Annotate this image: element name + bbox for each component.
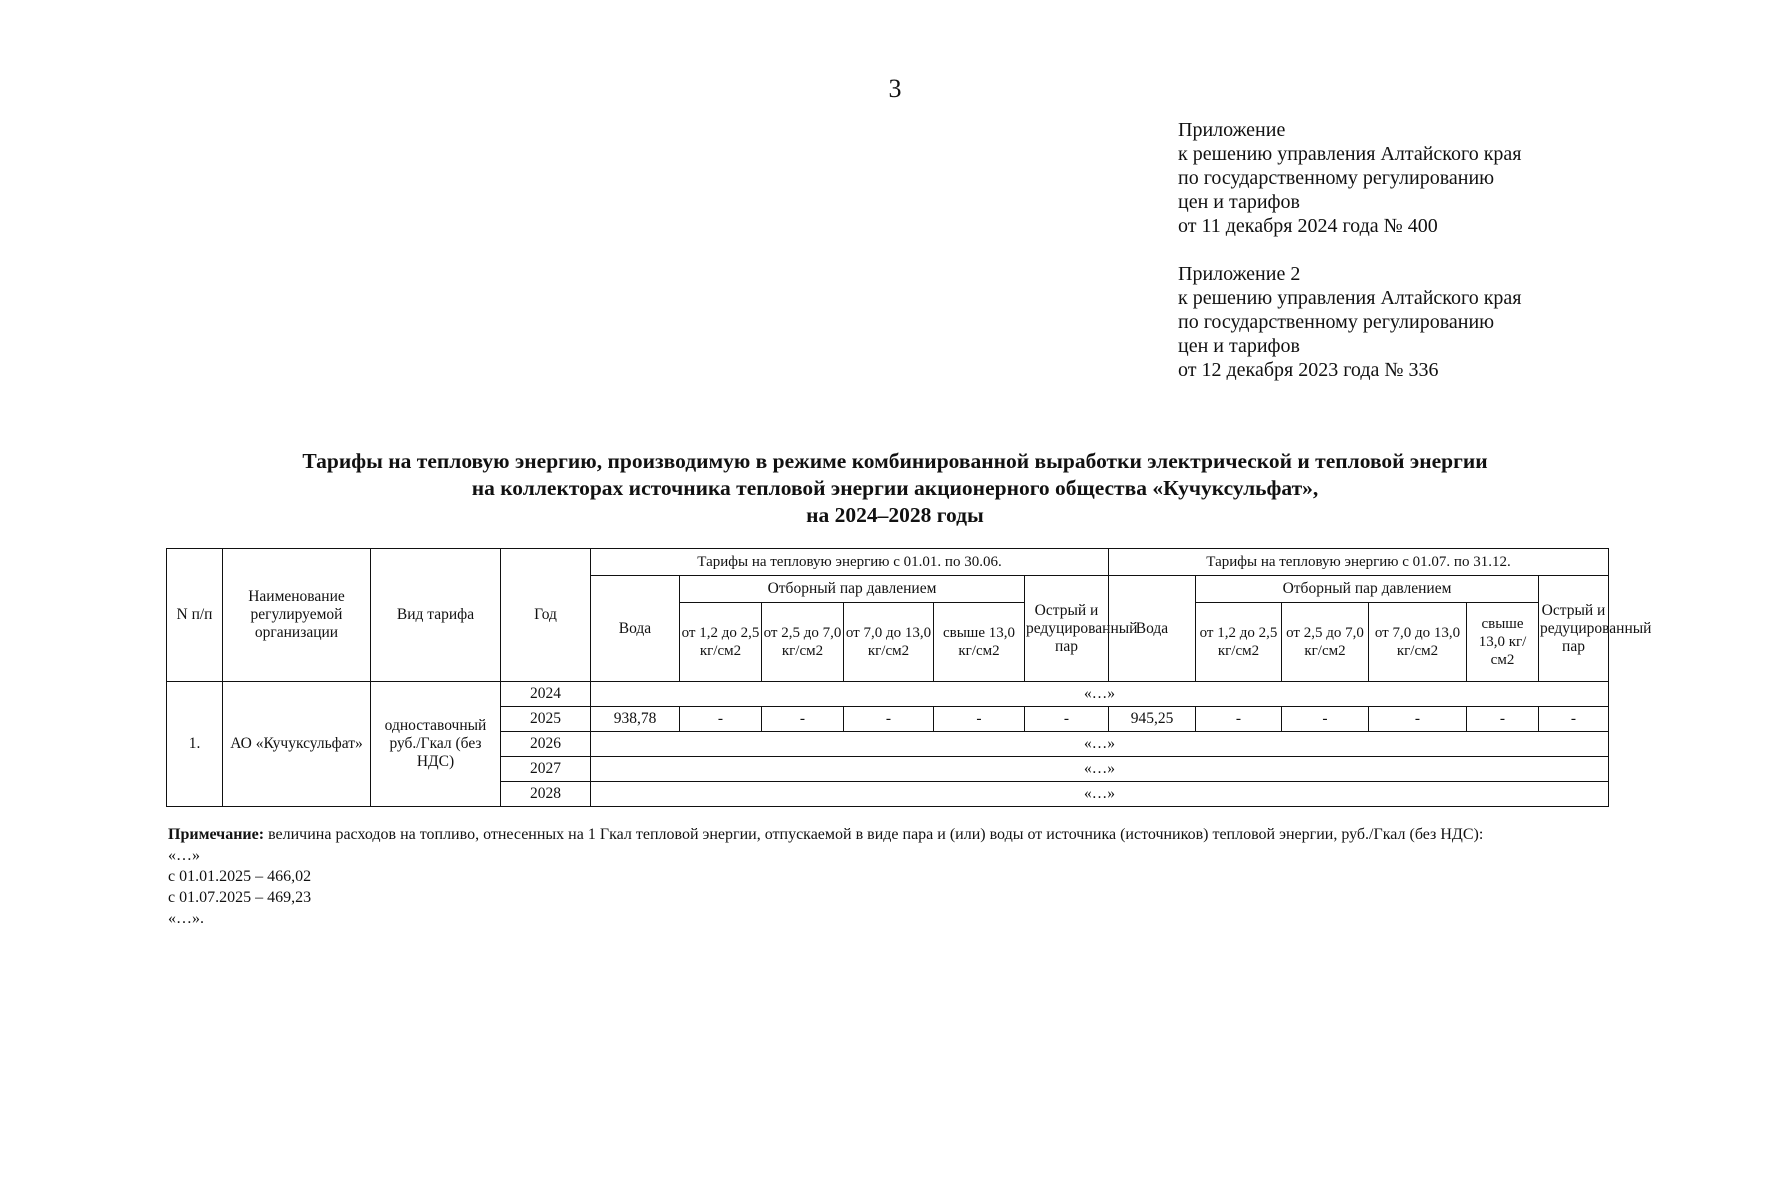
header-period-1: Тарифы на тепловую энергию с 01.01. по 30.06.: [591, 549, 1109, 576]
note-line: «…».: [168, 910, 204, 927]
annex-header-original: [1178, 262, 1522, 382]
header-range: от 7,0 до 13,0 кг/см2: [844, 603, 934, 682]
document-title: [160, 448, 1630, 529]
annex-line: Приложение 2: [1178, 263, 1301, 285]
page-number: 3: [888, 74, 902, 103]
cell-omitted: «…»: [591, 682, 1609, 707]
cell-year: 2028: [501, 782, 591, 807]
cell-tariff-type: одноставочный руб./Гкал (без НДС): [371, 682, 501, 807]
header-organization: Наименование регулируемой организации: [223, 549, 371, 682]
cell-year: 2027: [501, 757, 591, 782]
header-range: от 7,0 до 13,0 кг/см2: [1369, 603, 1467, 682]
cell-dash: -: [680, 707, 762, 732]
header-acute-steam-1: Острый и редуцированный пар: [1025, 576, 1109, 682]
cell-omitted: «…»: [591, 757, 1609, 782]
cell-dash: -: [1467, 707, 1539, 732]
header-range: от 2,5 до 7,0 кг/см2: [1282, 603, 1369, 682]
note-text: величина расходов на топливо, отнесенных на 1 Гкал тепловой энергии, отпускаемой в виде пара и (или) воды от источника (источников) тепловой энергии, руб./Гкал (без НДС):: [264, 826, 1484, 843]
annex-header-current: [1178, 118, 1522, 238]
cell-omitted: «…»: [591, 782, 1609, 807]
header-steam-group-1: Отборный пар давлением: [680, 576, 1025, 603]
cell-water-2: 945,25: [1109, 707, 1196, 732]
cell-organization: АО «Кучуксульфат»: [223, 682, 371, 807]
header-range: свыше 13,0 кг/см2: [1467, 603, 1539, 682]
header-num: N п/п: [167, 549, 223, 682]
cell-omitted: «…»: [591, 732, 1609, 757]
header-range: от 2,5 до 7,0 кг/см2: [762, 603, 844, 682]
header-range: от 1,2 до 2,5 кг/см2: [680, 603, 762, 682]
header-period-2: Тарифы на тепловую энергию с 01.07. по 31.12.: [1109, 549, 1609, 576]
cell-water-1: 938,78: [591, 707, 680, 732]
note-paragraph: [168, 824, 1618, 845]
note-line: с 01.01.2025 – 466,02: [168, 868, 312, 885]
title-line: Тарифы на тепловую энергию, производимую в режиме комбинированной выработки электрической и тепловой энергии: [302, 449, 1488, 473]
cell-dash: -: [1282, 707, 1369, 732]
header-steam-group-2: Отборный пар давлением: [1196, 576, 1539, 603]
title-line: на коллекторах источника тепловой энергии акционерного общества «Кучуксульфат»,: [471, 476, 1319, 500]
header-tariff-type: Вид тарифа: [371, 549, 501, 682]
annex-line: цен и тарифов: [1178, 191, 1300, 213]
note-label: Примечание:: [168, 826, 265, 843]
header-year: Год: [501, 549, 591, 682]
header-acute-steam-2: Острый и редуцированный пар: [1539, 576, 1609, 682]
annex-line: к решению управления Алтайского края: [1178, 287, 1522, 309]
cell-year: 2026: [501, 732, 591, 757]
table-note: [168, 824, 1618, 929]
cell-dash: -: [934, 707, 1025, 732]
header-range: свыше 13,0 кг/см2: [934, 603, 1025, 682]
annex-line: Приложение: [1178, 119, 1286, 141]
cell-dash: -: [1539, 707, 1609, 732]
annex-line: цен и тарифов: [1178, 335, 1300, 357]
annex-line: от 12 декабря 2023 года № 336: [1178, 359, 1439, 381]
note-line: «…»: [168, 847, 200, 864]
annex-line: по государственному регулированию: [1178, 167, 1495, 189]
cell-dash: -: [1025, 707, 1109, 732]
cell-dash: -: [1369, 707, 1467, 732]
cell-dash: -: [762, 707, 844, 732]
cell-dash: -: [844, 707, 934, 732]
cell-year: 2025: [501, 707, 591, 732]
header-range: от 1,2 до 2,5 кг/см2: [1196, 603, 1282, 682]
cell-year: 2024: [501, 682, 591, 707]
cell-dash: -: [1196, 707, 1282, 732]
annex-line: по государственному регулированию: [1178, 311, 1495, 333]
annex-line: от 11 декабря 2024 года № 400: [1178, 215, 1438, 237]
header-water-1: Вода: [591, 576, 680, 682]
table-row: [167, 682, 1609, 707]
tariff-table: [166, 548, 1652, 807]
annex-line: к решению управления Алтайского края: [1178, 143, 1522, 165]
header-water-2: Вода: [1109, 576, 1196, 682]
title-line: на 2024–2028 годы: [806, 503, 984, 527]
note-line: с 01.07.2025 – 469,23: [168, 889, 312, 906]
cell-num: 1.: [167, 682, 223, 807]
table-header-row: [167, 549, 1609, 576]
